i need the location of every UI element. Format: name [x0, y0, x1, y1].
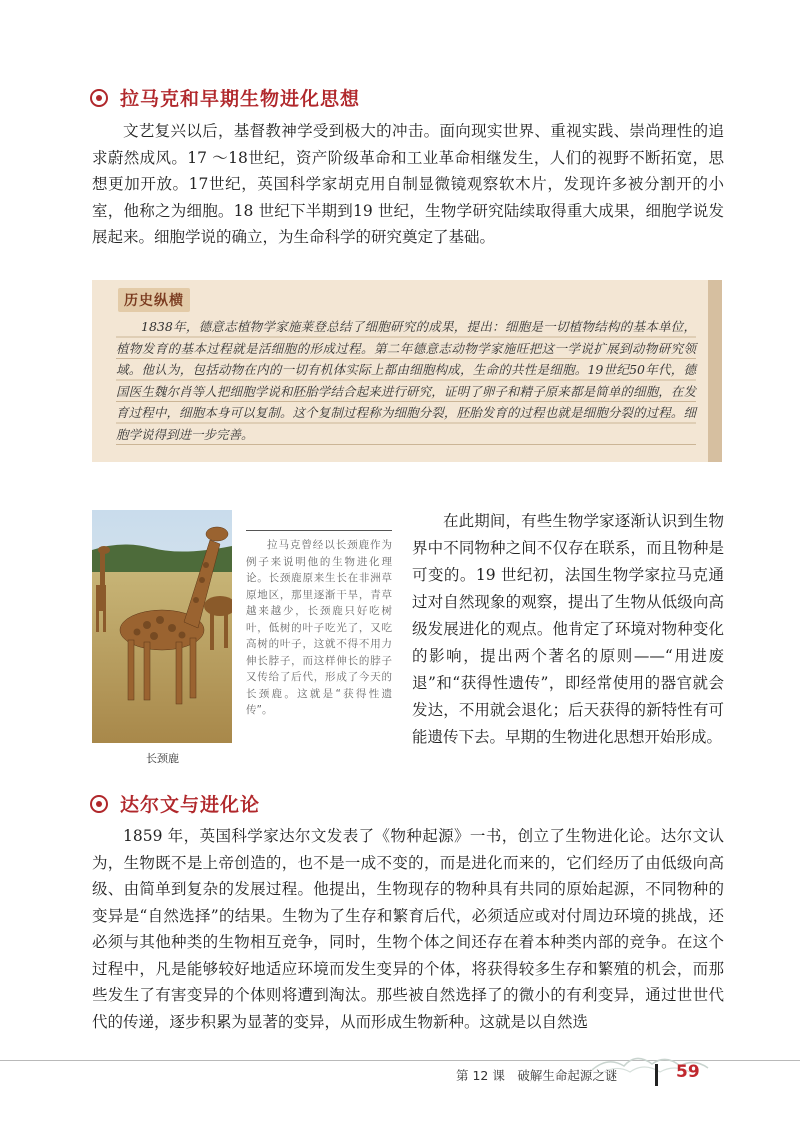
- page-number: 59: [676, 1062, 700, 1082]
- giraffe-photo: [92, 510, 232, 743]
- paragraph-renaissance: 文艺复兴以后，基督教神学受到极大的冲击。面向现实世界、重视实践、崇尚理性的追求蔚然成风。17 ～18世纪，资产阶级革命和工业革命相继发生，人们的视野不断拓宽，思想更加开放。17世纪，英国科学家胡克用自制显微镜观察软木片，发现许多被分割开的小室，他称之为细胞。18 世纪下半期到19 世纪，生物学研究陆续取得重大成果，细胞学说发展起来。细胞学说的确立，为生命科学的研究奠定了基础。: [92, 122, 724, 246]
- page-footer: [0, 1050, 800, 1133]
- history-sidebar-box: [92, 280, 722, 462]
- double-circle-bullet-icon: [90, 795, 108, 813]
- sidebar-title: 历史纵横: [118, 288, 190, 312]
- paragraph-darwin: 1859 年，英国科学家达尔文发表了《物种起源》一书，创立了生物进化论。达尔文认为，生物既不是上帝创造的，也不是一成不变的，而是进化而来的，它们经历了由低级向高级、由简单到复杂的发展过程。他提出，生物现存的物种具有共同的原始起源，不同物种的变异是“自然选择”的结果。生物为了生存和繁育后代，必须适应或对付周边环境的挑战，还必须与其他种类的生物相互竞争，同时，生物个体之间还存在着本种类内部的竞争。在这个过程中，凡是能够较好地适应环境而发生变异的个体，将获得较多生存和繁殖的机会，而那些发生了有害变异的个体则将遭到淘汰。那些被自然选择了的微小的有利变异，通过世世代代的传递，逐步积累为显著的变异，从而形成生物新种。这就是以自然选: [92, 827, 724, 1031]
- section-heading-text: 达尔文与进化论: [120, 794, 261, 816]
- section-heading-darwin: [90, 790, 260, 817]
- section-heading-lamarck: [90, 84, 360, 111]
- photo-caption: 长颈鹿: [146, 752, 179, 765]
- note-text: 拉马克曾经以长颈鹿作为例子来说明他的生物进化理论。长颈鹿原来生长在非洲草原地区，那里逐渐干旱，青草越来越少，长颈鹿只好吃树叶，低树的叶子吃光了，又吃高树的叶子，这就不得不用力伸长脖子，而这样伸长的脖子又传给了后代，形成了今天的长颈鹿。这就是“获得性遗传”。: [246, 539, 392, 716]
- paragraph-lamarck: 在此期间，有些生物学家逐渐认识到生物界中不同物种之间不仅存在联系，而且物种是可变的。19 世纪初，法国生物学家拉马克通过对自然现象的观察，提出了生物从低级向高级发展进化的观点。他肯定了环境对物种变化的影响，提出两个著名的原则——“用进废退”和“获得性遗传”，即经常使用的器官就会发达，不用就会退化；后天获得的新特性有可能遗传下去。早期的生物进化思想开始形成。: [412, 512, 724, 746]
- giraffe-image: [92, 510, 232, 743]
- footer-divider: [655, 1064, 658, 1086]
- footer-lesson-title: 第 12 课 破解生命起源之谜: [456, 1068, 618, 1083]
- giraffe-note: [246, 530, 392, 719]
- section-heading-text: 拉马克和早期生物进化思想: [120, 88, 361, 110]
- double-circle-bullet-icon: [90, 89, 108, 107]
- sidebar-text: 1838年，德意志植物学家施莱登总结了细胞研究的成果，提出：细胞是一切植物结构的基本单位，植物发育的基本过程就是活细胞的形成过程。第二年德意志动物学家施旺把这一学说扩展到动物研究领域。他认为，包括动物在内的一切有机体实际上都由细胞构成，生命的共性是细胞。19世纪50年代，德国医生魏尔肖等人把细胞学说和胚胎学结合起来进行研究，证明了卵子和精子原来都是简单的细胞，在发育过程中，细胞本身可以复制。这个复制过程称为细胞分裂，胚胎发育的过程也就是细胞分裂的过程。细胞学说得到进一步完善。: [116, 316, 696, 445]
